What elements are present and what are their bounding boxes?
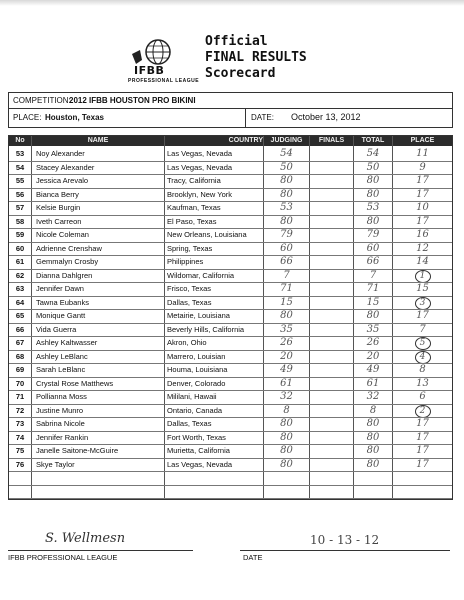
cell-place: 11 bbox=[416, 148, 429, 159]
cell-place bbox=[393, 471, 452, 485]
cell-total: 53 bbox=[366, 202, 380, 213]
cell-no: 75 bbox=[15, 446, 25, 455]
cell-total: 80 bbox=[366, 310, 380, 321]
cell-judging: 54 bbox=[280, 148, 293, 159]
cell-country: Kaufman, Texas bbox=[167, 203, 221, 212]
cell-total: 80 bbox=[366, 418, 380, 429]
cell-no: 56 bbox=[15, 189, 25, 199]
cell-judging: 66 bbox=[280, 256, 293, 267]
date-line bbox=[240, 550, 450, 551]
cell-name: Jennifer Rankin bbox=[36, 432, 89, 442]
cell-place: 17 bbox=[416, 215, 429, 227]
place-value: Houston, Texas bbox=[45, 113, 104, 122]
cell-judging: 15 bbox=[280, 296, 293, 308]
cell-place: 17 bbox=[416, 418, 429, 429]
cell-no: 68 bbox=[15, 351, 25, 361]
cell-total: 80 bbox=[366, 215, 380, 227]
col-header-judging: JUDGING bbox=[264, 136, 310, 146]
cell-place: 9 bbox=[419, 161, 426, 173]
circled-place: 1 bbox=[415, 270, 431, 283]
cell-judging: 35 bbox=[280, 323, 293, 335]
cell-country: Tracy, California bbox=[167, 176, 221, 185]
cell-finals bbox=[310, 242, 353, 256]
cell-finals bbox=[310, 458, 353, 472]
cell-place: 12 bbox=[416, 242, 429, 254]
title-line-1: Official bbox=[205, 34, 268, 49]
cell-finals bbox=[310, 282, 353, 296]
table-row bbox=[9, 147, 452, 162]
cell-name: Stacey Alexander bbox=[36, 162, 95, 172]
cell-country: Las Vegas, Nevada bbox=[167, 149, 233, 158]
table-row bbox=[9, 201, 452, 216]
cell-country: Las Vegas, Nevada bbox=[167, 459, 233, 469]
table-row bbox=[9, 350, 452, 365]
circled-place: 5 bbox=[415, 337, 431, 350]
table-row bbox=[9, 363, 452, 378]
col-header-name: NAME bbox=[32, 136, 165, 146]
col-header-finals: FINALS bbox=[310, 136, 354, 146]
logo-subtext: PROFESSIONAL LEAGUE bbox=[128, 78, 200, 84]
cell-name: Ashley LeBlanc bbox=[36, 351, 88, 361]
table-row bbox=[9, 458, 452, 473]
cell-judging: 7 bbox=[283, 269, 290, 281]
cell-place: 10 bbox=[416, 202, 429, 213]
cell-no: 53 bbox=[15, 149, 25, 158]
table-row bbox=[9, 269, 452, 284]
table-row bbox=[9, 215, 452, 230]
footer-date-label: DATE bbox=[243, 553, 263, 562]
cell-no: 74 bbox=[15, 432, 25, 442]
table-row bbox=[9, 296, 452, 311]
cell-name bbox=[36, 471, 162, 485]
handwritten-date: 10 - 13 - 12 bbox=[310, 533, 380, 547]
cell-place: 15 bbox=[416, 283, 429, 294]
cell-place: 17 bbox=[416, 175, 429, 186]
cell-country: Metairie, Louisiana bbox=[167, 311, 230, 320]
cell-finals bbox=[310, 377, 353, 391]
cell-total: 7 bbox=[369, 269, 377, 281]
cell-judging bbox=[264, 485, 309, 499]
cell-judging bbox=[264, 471, 309, 485]
table-row bbox=[9, 431, 452, 446]
cell-name: Dianna Dahlgren bbox=[36, 270, 93, 280]
cell-finals bbox=[310, 404, 353, 418]
cell-country: Beverly Hills, California bbox=[167, 324, 245, 334]
cell-total: 79 bbox=[366, 229, 380, 240]
cell-place bbox=[393, 296, 452, 310]
results-table bbox=[8, 135, 453, 500]
cell-country: Marrero, Louisian bbox=[167, 351, 226, 361]
cell-place: 17 bbox=[416, 431, 429, 443]
cell-no: 76 bbox=[15, 459, 25, 469]
logo-ifbb-text: IFBB bbox=[134, 64, 165, 77]
league-label: IFBB PROFESSIONAL LEAGUE bbox=[8, 553, 118, 562]
cell-name: Sarah LeBlanc bbox=[36, 365, 86, 374]
cell-name: Ashley Kaltwasser bbox=[36, 338, 98, 347]
cell-country: Mililani, Hawaii bbox=[167, 392, 217, 401]
table-row bbox=[9, 188, 452, 203]
cell-no: 70 bbox=[15, 378, 25, 388]
cell-country: Brooklyn, New York bbox=[167, 189, 233, 199]
cell-no: 58 bbox=[15, 216, 25, 226]
cell-country bbox=[167, 471, 262, 485]
col-header-place: PLACE bbox=[410, 137, 435, 144]
table-row bbox=[9, 228, 452, 243]
cell-finals bbox=[310, 228, 353, 242]
cell-total: 50 bbox=[366, 161, 380, 173]
cell-judging: 71 bbox=[280, 283, 293, 294]
cell-total: 49 bbox=[366, 364, 380, 375]
date-value: October 13, 2012 bbox=[291, 112, 361, 122]
competition-info-box bbox=[8, 92, 453, 128]
cell-total: 71 bbox=[366, 283, 380, 294]
cell-name: Jessica Arevalo bbox=[36, 176, 89, 185]
cell-judging: 80 bbox=[280, 310, 293, 321]
place-date-row bbox=[9, 109, 452, 127]
cell-name: Monique Gantt bbox=[36, 311, 86, 320]
competition-label: COMPETITION: bbox=[13, 96, 71, 105]
cell-judging: 80 bbox=[280, 431, 293, 443]
cell-judging: 53 bbox=[280, 202, 293, 213]
cell-place: 6 bbox=[419, 391, 426, 402]
table-row bbox=[9, 417, 452, 432]
table-row bbox=[9, 309, 452, 324]
cell-finals bbox=[310, 269, 353, 283]
cell-finals bbox=[310, 417, 353, 431]
cell-no: 54 bbox=[15, 162, 25, 172]
cell-judging: 49 bbox=[280, 364, 293, 375]
table-row bbox=[9, 282, 452, 297]
table-row bbox=[9, 255, 452, 270]
title-line-2: FINAL RESULTS bbox=[205, 50, 307, 65]
cell-no: 64 bbox=[15, 297, 25, 307]
cell-finals bbox=[310, 147, 353, 161]
title-line-3: Scorecard bbox=[205, 66, 276, 81]
cell-country: Murietta, California bbox=[167, 446, 230, 455]
cell-total: 60 bbox=[366, 242, 380, 254]
cell-country: Akron, Ohio bbox=[167, 338, 207, 347]
cell-name: Justine Munro bbox=[36, 405, 84, 415]
cell-total: 20 bbox=[366, 350, 380, 362]
cell-name: Pollianna Moss bbox=[36, 392, 87, 401]
cell-no: 63 bbox=[15, 284, 25, 293]
cell-no: 55 bbox=[15, 176, 25, 185]
cell-finals bbox=[310, 188, 353, 202]
cell-total: 80 bbox=[366, 445, 380, 456]
cell-finals bbox=[310, 363, 353, 377]
cell-finals bbox=[310, 201, 353, 215]
cell-finals bbox=[310, 323, 353, 337]
col-header-total: TOTAL bbox=[354, 136, 393, 146]
cell-judging: 20 bbox=[280, 350, 293, 362]
competition-row bbox=[9, 93, 452, 109]
cell-finals bbox=[310, 390, 353, 404]
info-divider bbox=[245, 109, 246, 127]
cell-place: 17 bbox=[416, 445, 429, 456]
circled-place: 2 bbox=[415, 405, 431, 418]
cell-place bbox=[393, 485, 452, 499]
cell-finals bbox=[310, 255, 353, 269]
cell-total: 80 bbox=[366, 175, 380, 186]
cell-country: El Paso, Texas bbox=[167, 216, 217, 226]
circled-place: 3 bbox=[415, 297, 431, 310]
cell-judging: 61 bbox=[280, 377, 293, 389]
cell-name bbox=[36, 485, 162, 499]
cell-country: Spring, Texas bbox=[167, 243, 213, 253]
cell-judging: 60 bbox=[280, 242, 293, 254]
cell-name: Bianca Berry bbox=[36, 189, 79, 199]
cell-total: 80 bbox=[366, 458, 380, 470]
cell-judging: 80 bbox=[280, 418, 293, 429]
circled-place: 4 bbox=[415, 351, 431, 364]
cell-country: New Orleans, Louisiana bbox=[167, 230, 247, 239]
cell-name: Skye Taylor bbox=[36, 459, 75, 469]
cell-no: 67 bbox=[15, 338, 25, 347]
cell-country bbox=[167, 485, 262, 499]
table-row bbox=[9, 323, 452, 338]
cell-no: 73 bbox=[15, 419, 25, 428]
cell-place: 16 bbox=[416, 229, 429, 240]
cell-judging: 80 bbox=[280, 188, 293, 200]
cell-place: 17 bbox=[416, 310, 429, 321]
table-row bbox=[9, 174, 452, 189]
cell-place: 14 bbox=[416, 256, 429, 267]
signature-line bbox=[8, 550, 193, 551]
cell-country: Frisco, Texas bbox=[167, 284, 212, 293]
cell-no: 69 bbox=[15, 365, 25, 374]
col-header-no: No bbox=[9, 136, 32, 146]
cell-name: Nicole Coleman bbox=[36, 230, 89, 239]
table-row bbox=[9, 444, 452, 459]
cell-judging: 8 bbox=[283, 404, 290, 416]
cell-name: Janelle Saitone-McGuire bbox=[36, 446, 119, 455]
judge-signature: S. Wellmesn bbox=[45, 531, 126, 546]
cell-country: Fort Worth, Texas bbox=[167, 432, 226, 442]
cell-finals bbox=[310, 174, 353, 188]
cell-place: 17 bbox=[416, 458, 429, 470]
cell-finals bbox=[310, 309, 353, 323]
cell-finals bbox=[310, 350, 353, 364]
cell-country: Wildomar, California bbox=[167, 270, 235, 280]
table-row bbox=[9, 471, 452, 486]
table-row bbox=[9, 336, 452, 351]
cell-total: 15 bbox=[366, 296, 380, 308]
cell-no: 72 bbox=[15, 405, 25, 415]
cell-no: 65 bbox=[15, 311, 25, 320]
cell-place: 13 bbox=[416, 377, 429, 389]
cell-name: Adrienne Crenshaw bbox=[36, 243, 102, 253]
cell-name: Gemmalyn Crosby bbox=[36, 257, 99, 266]
cell-judging: 32 bbox=[280, 391, 293, 402]
cell-name: Tawna Eubanks bbox=[36, 297, 89, 307]
cell-place bbox=[393, 350, 452, 364]
cell-name: Jennifer Dawn bbox=[36, 284, 84, 293]
table-row bbox=[9, 377, 452, 392]
cell-place bbox=[393, 269, 452, 283]
cell-name: Iveth Carreon bbox=[36, 216, 82, 226]
cell-total: 32 bbox=[366, 391, 380, 402]
cell-judging: 80 bbox=[280, 445, 293, 456]
cell-no: 60 bbox=[15, 243, 25, 253]
cell-no: 57 bbox=[15, 203, 25, 212]
cell-name: Sabrina Nicole bbox=[36, 419, 85, 428]
cell-place bbox=[393, 404, 452, 418]
cell-no: 62 bbox=[15, 270, 25, 280]
cell-no: 71 bbox=[15, 392, 25, 401]
cell-no bbox=[9, 471, 31, 485]
cell-place: 17 bbox=[416, 188, 429, 200]
scan-edge bbox=[0, 0, 464, 6]
cell-total: 35 bbox=[366, 323, 380, 335]
cell-total: 54 bbox=[366, 148, 380, 159]
competition-value: 2012 IFBB HOUSTON PRO BIKINI bbox=[69, 96, 196, 105]
cell-no: 61 bbox=[15, 257, 25, 266]
cell-judging: 80 bbox=[280, 215, 293, 227]
table-row bbox=[9, 390, 452, 405]
cell-judging: 80 bbox=[280, 458, 293, 470]
cell-name: Kelsie Burgin bbox=[36, 203, 81, 212]
place-label: PLACE: bbox=[13, 113, 42, 122]
cell-no: 59 bbox=[15, 230, 25, 239]
table-row bbox=[9, 242, 452, 257]
cell-country: Las Vegas, Nevada bbox=[167, 162, 233, 172]
cell-place: 8 bbox=[419, 364, 426, 375]
cell-place bbox=[393, 336, 452, 350]
page-title bbox=[205, 34, 307, 82]
cell-finals bbox=[310, 296, 353, 310]
cell-country: Denver, Colorado bbox=[167, 378, 226, 388]
cell-total: 26 bbox=[366, 337, 380, 348]
cell-judging: 79 bbox=[280, 229, 293, 240]
cell-finals bbox=[310, 161, 353, 175]
cell-name: Crystal Rose Matthews bbox=[36, 378, 114, 388]
cell-finals bbox=[310, 471, 353, 485]
cell-no: 66 bbox=[15, 324, 25, 334]
cell-total: 80 bbox=[366, 431, 380, 443]
date-label: DATE: bbox=[251, 113, 274, 122]
cell-name: Noy Alexander bbox=[36, 149, 85, 158]
cell-total: 80 bbox=[366, 188, 380, 200]
cell-country: Ontario, Canada bbox=[167, 405, 223, 415]
cell-country: Houma, Louisiana bbox=[167, 365, 228, 374]
table-row bbox=[9, 161, 452, 176]
cell-name: Vida Guerra bbox=[36, 324, 77, 334]
cell-total: 66 bbox=[366, 256, 380, 267]
cell-total bbox=[354, 471, 392, 485]
cell-finals bbox=[310, 215, 353, 229]
col-header-country: COUNTRY bbox=[165, 136, 264, 146]
cell-judging: 80 bbox=[280, 175, 293, 186]
cell-total: 61 bbox=[366, 377, 380, 389]
table-row bbox=[9, 404, 452, 419]
cell-finals bbox=[310, 444, 353, 458]
cell-country: Dallas, Texas bbox=[167, 297, 212, 307]
table-header bbox=[9, 136, 452, 146]
cell-finals bbox=[310, 485, 353, 499]
cell-total bbox=[354, 485, 392, 499]
cell-country: Philippines bbox=[167, 257, 204, 266]
cell-place: 7 bbox=[419, 323, 426, 335]
cell-finals bbox=[310, 431, 353, 445]
cell-judging: 50 bbox=[280, 161, 293, 173]
cell-country: Dallas, Texas bbox=[167, 419, 212, 428]
cell-total: 8 bbox=[369, 404, 377, 416]
cell-no bbox=[9, 485, 31, 499]
cell-finals bbox=[310, 336, 353, 350]
cell-judging: 26 bbox=[280, 337, 293, 348]
table-row bbox=[9, 485, 452, 500]
